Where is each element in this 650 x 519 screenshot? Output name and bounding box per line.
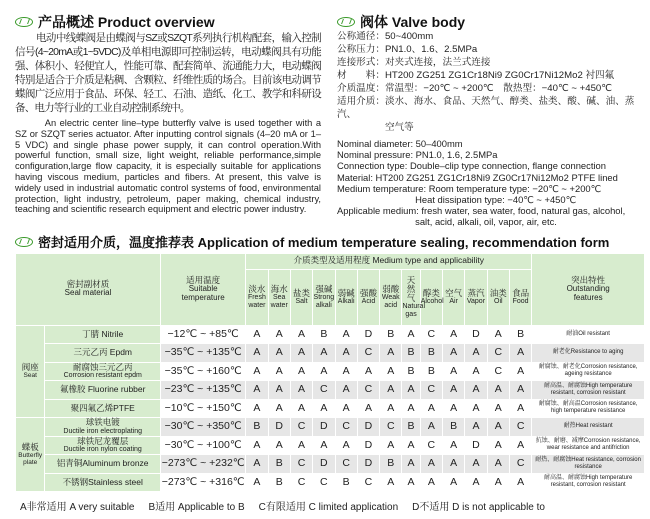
- applicability-cell: A: [357, 362, 379, 381]
- applicability-cell: A: [246, 473, 268, 492]
- seal-en: Ductile iron nylon coating: [63, 446, 142, 454]
- seal-material-cell: [45, 381, 161, 400]
- valve-body-en-specs: [337, 138, 645, 228]
- applicability-cell: C: [357, 473, 379, 492]
- medium-column-header: [402, 269, 426, 325]
- seal-en: Corrosion resistant epdm: [63, 372, 142, 380]
- applicability-cell: A: [268, 399, 290, 418]
- applicability-cell: A: [246, 455, 268, 474]
- applicability-cell: A: [335, 344, 357, 363]
- spec-line-en: Nominal diameter: 50–400mm: [337, 138, 463, 149]
- medium-en: Acid: [361, 297, 376, 305]
- seal-header-cn: 密封副材质: [66, 279, 110, 290]
- applicability-cell: B: [268, 473, 290, 492]
- spec-line-cn: 公称压力：PN1.0、1.6、2.5MPa: [337, 44, 478, 55]
- applicability-cell: B: [380, 455, 402, 474]
- applicability-cell: A: [487, 381, 509, 400]
- applicability-cell: A: [313, 399, 335, 418]
- applicability-cell: C: [290, 455, 312, 474]
- spec-line-cn: 材 料：HT200 ZG251 ZG1Cr18Ni9 ZG0Cr17Ni12Mo2 衬四氟: [337, 70, 615, 81]
- applicability-cell: C: [290, 418, 312, 437]
- sealing-heading: 密封适用介质，温度推荐表 Application of medium temperature sealing, recommendation form: [15, 234, 645, 250]
- applicability-cell: A: [246, 325, 268, 344]
- spec-line-en: salt, acid, alkali, oil, vapor, air, etc.: [337, 216, 557, 228]
- spec-line-en: Connection type: Double–clip type connection, flange connection: [337, 160, 606, 172]
- applicability-cell: A: [380, 381, 402, 400]
- applicability-cell: B: [335, 473, 357, 492]
- seal-material-cell: [45, 325, 161, 344]
- applicability-cell: A: [465, 381, 487, 400]
- seal-cn: 耐腐蚀三元乙丙: [72, 361, 133, 372]
- medium-cn: 油类: [489, 287, 507, 298]
- medium-en: Food: [512, 297, 529, 305]
- applicability-cell: A: [420, 399, 442, 418]
- applicability-cell: A: [268, 344, 290, 363]
- table-row: [16, 325, 645, 344]
- applicability-cell: C: [509, 418, 531, 437]
- legend: [15, 498, 645, 513]
- seal-cn: 球铁电镀: [85, 417, 120, 428]
- applicability-cell: A: [246, 362, 268, 381]
- temperature-header: [161, 253, 246, 325]
- feat-header-cn: 突出特性: [571, 274, 606, 285]
- medium-en: Fresh water: [247, 294, 266, 309]
- applicability-cell: A: [313, 344, 335, 363]
- medium-en: Vapor: [466, 297, 486, 305]
- temperature-cell: −12℃ ~ +85℃: [161, 325, 246, 344]
- features-header: [532, 253, 645, 325]
- applicability-cell: B: [420, 344, 442, 363]
- temperature-cell: −30℃ ~ +100℃: [161, 436, 246, 455]
- spec-line-cn: 公称通径：50~400mm: [337, 31, 434, 42]
- applicability-cell: C: [487, 362, 509, 381]
- temp-header-en: Suitable temperature: [181, 284, 225, 302]
- medium-cn: 强碱: [315, 283, 333, 294]
- medium-column-header: [443, 269, 465, 325]
- seal-en: Ductile iron electroplating: [63, 427, 143, 435]
- applicability-cell: B: [268, 455, 290, 474]
- applicability-cell: A: [465, 455, 487, 474]
- medium-column-header: [268, 269, 290, 325]
- features-cell: 耐高温、耐腐蚀High temperature resistant, corrosion resistant: [532, 381, 645, 400]
- applicability-cell: A: [246, 399, 268, 418]
- table-row: [16, 473, 645, 492]
- temperature-cell: −10℃ ~ +150℃: [161, 399, 246, 418]
- seal-material-cell: [45, 473, 161, 492]
- applicability-cell: A: [465, 473, 487, 492]
- applicability-cell: A: [268, 325, 290, 344]
- applicability-cell: A: [246, 344, 268, 363]
- applicability-cell: A: [290, 344, 312, 363]
- applicability-cell: A: [443, 344, 465, 363]
- seal-material-cell: [45, 362, 161, 381]
- seal-material-cell: [45, 418, 161, 437]
- applicability-cell: B: [402, 362, 420, 381]
- applicability-cell: A: [335, 362, 357, 381]
- seal-material-header: [16, 253, 161, 325]
- temperature-cell: −30℃ ~ +350℃: [161, 418, 246, 437]
- medium-column-header: [487, 269, 509, 325]
- applicability-cell: A: [380, 344, 402, 363]
- temperature-cell: −35℃ ~ +135℃: [161, 344, 246, 363]
- temperature-cell: −35℃ ~ +160℃: [161, 362, 246, 381]
- applicability-cell: C: [487, 344, 509, 363]
- applicability-cell: A: [487, 399, 509, 418]
- overview-heading: 产品概述 Product overview: [15, 14, 321, 30]
- medium-cn: 天然气: [406, 274, 416, 303]
- applicability-cell: A: [509, 399, 531, 418]
- group-cell: [16, 418, 45, 492]
- temperature-cell: −273℃ ~ +316℃: [161, 473, 246, 492]
- applicability-cell: C: [420, 325, 442, 344]
- applicability-cell: A: [509, 436, 531, 455]
- applicability-cell: C: [509, 455, 531, 474]
- seal-material-cell: [45, 436, 161, 455]
- applicability-cell: B: [509, 325, 531, 344]
- applicability-cell: A: [335, 399, 357, 418]
- spec-line-cn: 介质温度：常温型：−20℃ ~ +200℃ 散热型：−40℃ ~ +450℃: [337, 83, 613, 94]
- temperature-cell: −273℃ ~ +232℃: [161, 455, 246, 474]
- applicability-cell: A: [443, 362, 465, 381]
- overview-section: [15, 14, 321, 215]
- applicability-cell: A: [290, 399, 312, 418]
- medium-cn: 空气: [445, 287, 463, 298]
- medium-column-header: [465, 269, 487, 325]
- medium-cn: 海水: [270, 283, 288, 294]
- applicability-cell: C: [335, 455, 357, 474]
- seal-cn: 不锈钢Stainless steel: [62, 476, 143, 487]
- feat-header-en: Outstanding features: [566, 284, 610, 302]
- applicability-cell: A: [465, 399, 487, 418]
- medium-column-header: [335, 269, 357, 325]
- applicability-cell: A: [380, 473, 402, 492]
- applicability-cell: A: [380, 362, 402, 381]
- medium-en: Air: [449, 297, 458, 305]
- applicability-cell: A: [402, 399, 420, 418]
- applicability-cell: C: [313, 381, 335, 400]
- applicability-cell: A: [268, 381, 290, 400]
- spec-line-en: Applicable medium: fresh water, sea water, food, natural gas, alcohol,: [337, 205, 626, 217]
- applicability-cell: C: [420, 436, 442, 455]
- applicability-cell: A: [443, 455, 465, 474]
- medium-cn: 醇类: [422, 287, 440, 298]
- applicability-cell: D: [313, 455, 335, 474]
- medium-en: Oil: [494, 297, 503, 305]
- applicability-cell: A: [268, 362, 290, 381]
- applicability-cell: D: [357, 418, 379, 437]
- applicability-cell: A: [246, 381, 268, 400]
- applicability-cell: B: [443, 418, 465, 437]
- applicability-cell: A: [509, 344, 531, 363]
- applicability-cell: A: [313, 436, 335, 455]
- applicability-cell: C: [335, 418, 357, 437]
- applicability-cell: B: [420, 362, 442, 381]
- applicability-cell: D: [465, 436, 487, 455]
- temp-header-cn: 适用温度: [186, 274, 221, 285]
- applicability-cell: D: [357, 455, 379, 474]
- applicability-cell: B: [380, 325, 402, 344]
- applicability-cell: A: [420, 473, 442, 492]
- medium-column-header: [509, 269, 531, 325]
- spec-line-cn: 适用介质：淡水、海水、食品、天然气、醇类、盐类、酸、碱、油、蒸汽、: [337, 96, 635, 120]
- medium-cn: 盐类: [293, 287, 311, 298]
- table-row: [16, 436, 645, 455]
- applicability-cell: A: [465, 418, 487, 437]
- medium-cn: 弱碱: [337, 287, 355, 298]
- valve-body-heading: 阀体 Valve body: [337, 14, 645, 30]
- temperature-cell: −23℃ ~ +135℃: [161, 381, 246, 400]
- features-cell: 耐高温、耐腐蚀High temperature resistant, corrosion resistant: [532, 473, 645, 492]
- overview-cn-text: 电动中线蝶阀是由蝶阀与SZ或SZQT系列执行机构配套，输入控制信号(4~20mA或1~5VDC)及单相电源即可控制运转，电动蝶阀具有功能强、体积小、轻便宜人，性能可靠、配套简单、流通能力大，电动蝶阀特别是适合于介质是粘稠、含颗粒、纤维性质的场合。目前该电动调节蝶阀广泛应用于食品、环保、轻工、石油、造纸、化工、教学和科研设备、电力等行业的工业自动控制系统中。: [15, 32, 321, 114]
- medium-en: Weak acid: [381, 294, 400, 309]
- applicability-cell: A: [465, 362, 487, 381]
- features-cell: 耐腐蚀、耐高温Corrosion resistance, high temperature resistance: [532, 399, 645, 418]
- table-row: [16, 455, 645, 474]
- medium-en: Sea water: [270, 294, 288, 309]
- applicability-cell: D: [357, 436, 379, 455]
- applicability-cell: A: [335, 381, 357, 400]
- applicability-cell: D: [465, 325, 487, 344]
- medium-column-header: [246, 269, 268, 325]
- applicability-cell: A: [487, 418, 509, 437]
- medium-column-header: [380, 269, 402, 325]
- applicability-cell: C: [290, 473, 312, 492]
- seal-cn: 丁腈 Nitrile: [82, 328, 124, 339]
- top-section: [15, 14, 645, 228]
- medium-en: Alkali: [337, 297, 355, 305]
- applicability-cell: A: [487, 455, 509, 474]
- group-cn: 阀座: [21, 362, 39, 373]
- medium-cn: 弱酸: [382, 283, 400, 294]
- applicability-cell: A: [357, 399, 379, 418]
- medium-cn: 蒸汽: [467, 287, 485, 298]
- features-cell: 耐热、耐腐蚀Heat resistance, corrosion resistance: [532, 455, 645, 474]
- applicability-cell: A: [509, 473, 531, 492]
- medium-en: Salt: [295, 297, 308, 305]
- section-logo-icon: [15, 17, 33, 27]
- medium-cn: 淡水: [248, 283, 266, 294]
- section-logo-icon: [15, 237, 33, 247]
- applicability-cell: D: [313, 418, 335, 437]
- medium-cn: 食品: [512, 287, 530, 298]
- applicability-cell: B: [402, 418, 420, 437]
- seal-header-en: Seal material: [64, 288, 112, 298]
- applicability-cell: A: [443, 436, 465, 455]
- applicability-cell: A: [335, 325, 357, 344]
- medium-column-header: [420, 269, 442, 325]
- applicability-cell: B: [402, 344, 420, 363]
- spec-line-cn: 连接形式：对夹式连接，法兰式连接: [337, 57, 491, 68]
- applicability-cell: A: [443, 381, 465, 400]
- applicability-cell: B: [313, 325, 335, 344]
- applicability-cell: A: [268, 436, 290, 455]
- features-cell: 耐热Heat resistant: [532, 418, 645, 437]
- features-cell: 耐油Oil resistant: [532, 325, 645, 344]
- section-logo-icon: [337, 17, 355, 27]
- applicability-cell: A: [290, 381, 312, 400]
- table-row: [16, 344, 645, 363]
- seal-material-cell: [45, 455, 161, 474]
- applicability-cell: A: [402, 381, 420, 400]
- features-cell: 抗蚀、耐磨、减摩Corrosion resistance, wear resistance and antifriction: [532, 436, 645, 455]
- applicability-cell: A: [420, 418, 442, 437]
- applicability-cell: A: [443, 325, 465, 344]
- applicability-cell: A: [402, 455, 420, 474]
- group-en: Seat: [23, 372, 37, 380]
- table-row: [16, 418, 645, 437]
- applicability-cell: A: [402, 473, 420, 492]
- medium-column-header: [313, 269, 335, 325]
- spec-line-cn: 空气等: [337, 122, 414, 133]
- valve-body-cn-specs: [337, 30, 645, 134]
- applicability-cell: D: [357, 325, 379, 344]
- medium-en: Natural gas: [402, 302, 426, 318]
- applicability-cell: A: [465, 344, 487, 363]
- sealing-table: [15, 253, 645, 493]
- applicability-cell: A: [380, 436, 402, 455]
- applicability-cell: A: [246, 436, 268, 455]
- table-row: [16, 399, 645, 418]
- table-row: [16, 362, 645, 381]
- applicability-cell: A: [380, 399, 402, 418]
- seal-cn: 铝青铜Aluminum bronze: [56, 458, 149, 469]
- applicability-cell: A: [402, 325, 420, 344]
- group-cn: 蝶板: [21, 441, 39, 452]
- applicability-cell: A: [509, 362, 531, 381]
- legend-item: D不适用 D is not applicable to: [412, 502, 545, 514]
- overview-en-text: An electric center line–type butterfly valve is used together with a SZ or SZQT series actuator. After inputting control signals (4–20 mA or 1–5 VDC) and single phase power supply, it can control operation.With powerful function, small size, light weight, reliable performance,simple configuration,large flow capacity, it is especially suitable for applications having viscous medium, particles and fibers. At present, this valve is widely used in industrial automatic control systems of food, environmental protection, light industry, petroleum, paper making, chemical industry, teaching and scientific research equipment and electric power industry.: [15, 118, 321, 215]
- applicability-cell: A: [443, 399, 465, 418]
- seal-cn: 球铁尼龙覆层: [77, 435, 129, 446]
- legend-item: C有限适用 C limited application: [258, 502, 399, 514]
- medium-en: Alcohol: [420, 297, 444, 305]
- applicability-cell: A: [290, 362, 312, 381]
- seal-material-cell: [45, 344, 161, 363]
- applicability-cell: A: [313, 362, 335, 381]
- group-cell: [16, 325, 45, 418]
- valve-body-section: [337, 14, 645, 228]
- applicability-cell: B: [246, 418, 268, 437]
- medium-column-header: [357, 269, 379, 325]
- applicability-cell: A: [509, 381, 531, 400]
- applicability-cell: C: [357, 381, 379, 400]
- group-en: Butterfly plate: [18, 452, 43, 467]
- medium-column-header: [290, 269, 312, 325]
- applicability-cell: C: [380, 418, 402, 437]
- spec-line-en: Heat dissipation type: −40℃ ~ +450℃: [337, 194, 577, 206]
- seal-cn: 三元乙丙 Epdm: [73, 347, 133, 358]
- applicability-cell: A: [443, 473, 465, 492]
- legend-item: B适用 Applicable to B: [148, 502, 245, 514]
- applicability-cell: A: [402, 436, 420, 455]
- legend-item: A非常适用 A very suitable: [20, 502, 135, 514]
- applicability-cell: C: [420, 381, 442, 400]
- seal-cn: 聚四氟乙烯PTFE: [70, 402, 135, 413]
- applicability-cell: A: [487, 436, 509, 455]
- applicability-cell: A: [487, 325, 509, 344]
- applicability-cell: C: [313, 473, 335, 492]
- medium-header: 介质类型及适用程度 Medium type and applicability: [246, 253, 532, 269]
- medium-en: Strong alkali: [313, 294, 335, 309]
- applicability-cell: A: [420, 455, 442, 474]
- spec-line-en: Medium temperature: Room temperature type: −20℃ ~ +200℃: [337, 182, 602, 194]
- features-cell: 耐腐蚀、耐老化Corrosion resistance, ageing resistance: [532, 362, 645, 381]
- applicability-cell: C: [357, 344, 379, 363]
- medium-cn: 强酸: [359, 287, 377, 298]
- seal-material-cell: [45, 399, 161, 418]
- applicability-cell: A: [290, 436, 312, 455]
- header-row-1: [16, 253, 645, 269]
- applicability-cell: D: [268, 418, 290, 437]
- spec-line-en: Material: HT200 ZG251 ZG1Cr18Ni9 ZG0Cr17Ni12Mo2 PTFE lined: [337, 171, 618, 183]
- table-row: [16, 381, 645, 400]
- features-cell: 耐老化Resistance to aging: [532, 344, 645, 363]
- seal-cn: 氟橡胶 Fluorine rubber: [59, 384, 146, 395]
- applicability-cell: A: [335, 436, 357, 455]
- applicability-cell: A: [290, 325, 312, 344]
- spec-line-en: Nominal pressure: PN1.0, 1.6, 2.5MPa: [337, 149, 498, 161]
- applicability-cell: A: [487, 473, 509, 492]
